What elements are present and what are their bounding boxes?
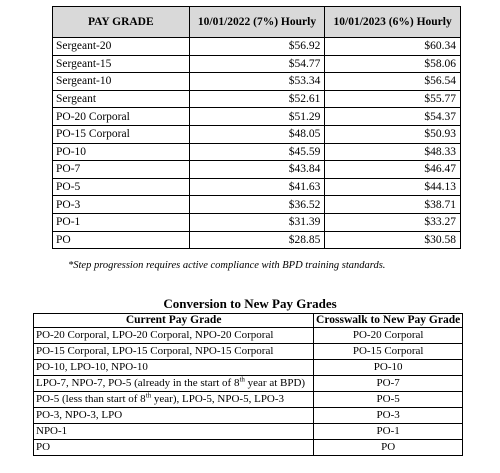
current-grade-text-a: PO-5 (less than start of 8 bbox=[36, 393, 146, 405]
rate-2023-cell: $38.71 bbox=[325, 196, 461, 214]
rate-2022-cell: $52.61 bbox=[189, 90, 325, 108]
pay-grade-table bbox=[52, 6, 461, 249]
crosswalk-cell: PO-15 Corporal bbox=[314, 344, 463, 360]
table-row bbox=[53, 73, 461, 91]
table-row bbox=[53, 38, 461, 56]
pay-grade-cell: Sergeant-15 bbox=[53, 55, 190, 73]
current-grade-cell: PO-10, LPO-10, NPO-10 bbox=[34, 360, 314, 376]
pay-grade-cell: PO-10 bbox=[53, 143, 190, 161]
rate-2023-cell: $46.47 bbox=[325, 161, 461, 179]
current-grade-text-b: year at BPD) bbox=[244, 377, 306, 389]
table-row bbox=[34, 424, 463, 440]
table-row bbox=[53, 55, 461, 73]
pay-grade-cell: PO-7 bbox=[53, 161, 190, 179]
table-row bbox=[53, 196, 461, 214]
crosswalk-cell: PO-3 bbox=[314, 408, 463, 424]
current-grade-cell: PO-15 Corporal, LPO-15 Corporal, NPO-15 Corporal bbox=[34, 344, 314, 360]
current-grade-text-a: LPO-7, NPO-7, PO-5 (already in the start of 8 bbox=[36, 377, 240, 389]
table-row bbox=[34, 392, 463, 408]
rate-2022-cell: $48.05 bbox=[189, 125, 325, 143]
pay-grade-cell: Sergeant bbox=[53, 90, 190, 108]
header-2022-hourly: 10/01/2022 (7%) Hourly bbox=[189, 7, 325, 38]
header-pay-grade: PAY GRADE bbox=[53, 7, 190, 38]
ordinal-suffix: th bbox=[145, 391, 152, 400]
rate-2023-cell: $58.06 bbox=[325, 55, 461, 73]
rate-2022-cell: $51.29 bbox=[189, 108, 325, 126]
crosswalk-cell: PO-10 bbox=[314, 360, 463, 376]
crosswalk-cell: PO-5 bbox=[314, 392, 463, 408]
table-row bbox=[34, 376, 463, 392]
pay-grade-cell: Sergeant-20 bbox=[53, 38, 190, 56]
conversion-title: Conversion to New Pay Grades bbox=[163, 296, 337, 311]
pay-grade-cell: PO-20 Corporal bbox=[53, 108, 190, 126]
pay-grade-cell: PO-3 bbox=[53, 196, 190, 214]
rate-2023-cell: $48.33 bbox=[325, 143, 461, 161]
conversion-table bbox=[33, 313, 463, 456]
table-row bbox=[53, 213, 461, 231]
current-grade-cell: NPO-1 bbox=[34, 424, 314, 440]
current-grade-cell bbox=[34, 376, 314, 392]
table-row bbox=[34, 440, 463, 456]
rate-2022-cell: $45.59 bbox=[189, 143, 325, 161]
rate-2022-cell: $54.77 bbox=[189, 55, 325, 73]
rate-2022-cell: $53.34 bbox=[189, 73, 325, 91]
footnote: *Step progression requires active compliance with BPD training standards. bbox=[68, 260, 386, 271]
current-grade-cell: PO bbox=[34, 440, 314, 456]
table-row bbox=[53, 108, 461, 126]
rate-2023-cell: $60.34 bbox=[325, 38, 461, 56]
rate-2022-cell: $41.63 bbox=[189, 178, 325, 196]
pay-grade-cell: PO-5 bbox=[53, 178, 190, 196]
header-crosswalk: Crosswalk to New Pay Grade bbox=[314, 314, 463, 328]
crosswalk-cell: PO-20 Corporal bbox=[314, 328, 463, 344]
rate-2023-cell: $56.54 bbox=[325, 73, 461, 91]
rate-2022-cell: $36.52 bbox=[189, 196, 325, 214]
rate-2022-cell: $31.39 bbox=[189, 213, 325, 231]
rate-2023-cell: $54.37 bbox=[325, 108, 461, 126]
current-grade-cell bbox=[34, 392, 314, 408]
pay-grade-cell: PO-1 bbox=[53, 213, 190, 231]
table-row bbox=[53, 125, 461, 143]
rate-2023-cell: $50.93 bbox=[325, 125, 461, 143]
table-row bbox=[53, 178, 461, 196]
crosswalk-cell: PO bbox=[314, 440, 463, 456]
header-2023-hourly: 10/01/2023 (6%) Hourly bbox=[325, 7, 461, 38]
table-row bbox=[53, 143, 461, 161]
pay-grade-cell: PO-15 Corporal bbox=[53, 125, 190, 143]
rate-2023-cell: $44.13 bbox=[325, 178, 461, 196]
header-current-pay-grade: Current Pay Grade bbox=[34, 314, 314, 328]
rate-2023-cell: $55.77 bbox=[325, 90, 461, 108]
table-row bbox=[34, 408, 463, 424]
pay-grade-cell: PO bbox=[53, 231, 190, 249]
rate-2022-cell: $43.84 bbox=[189, 161, 325, 179]
table-row bbox=[34, 328, 463, 344]
table-row bbox=[34, 360, 463, 376]
crosswalk-cell: PO-7 bbox=[314, 376, 463, 392]
crosswalk-cell: PO-1 bbox=[314, 424, 463, 440]
table-row bbox=[53, 231, 461, 249]
table-row bbox=[53, 161, 461, 179]
table-row bbox=[53, 90, 461, 108]
ordinal-suffix: th bbox=[239, 375, 245, 384]
rate-2022-cell: $56.92 bbox=[189, 38, 325, 56]
pay-grade-cell: Sergeant-10 bbox=[53, 73, 190, 91]
current-grade-cell: PO-3, NPO-3, LPO bbox=[34, 408, 314, 424]
table-row bbox=[34, 344, 463, 360]
current-grade-text-b: year), LPO-5, NPO-5, LPO-3 bbox=[151, 393, 285, 405]
rate-2023-cell: $30.58 bbox=[325, 231, 461, 249]
rate-2023-cell: $33.27 bbox=[325, 213, 461, 231]
rate-2022-cell: $28.85 bbox=[189, 231, 325, 249]
current-grade-cell: PO-20 Corporal, LPO-20 Corporal, NPO-20 Corporal bbox=[34, 328, 314, 344]
conversion-header-row bbox=[34, 314, 463, 328]
pay-table-header-row bbox=[53, 7, 461, 38]
